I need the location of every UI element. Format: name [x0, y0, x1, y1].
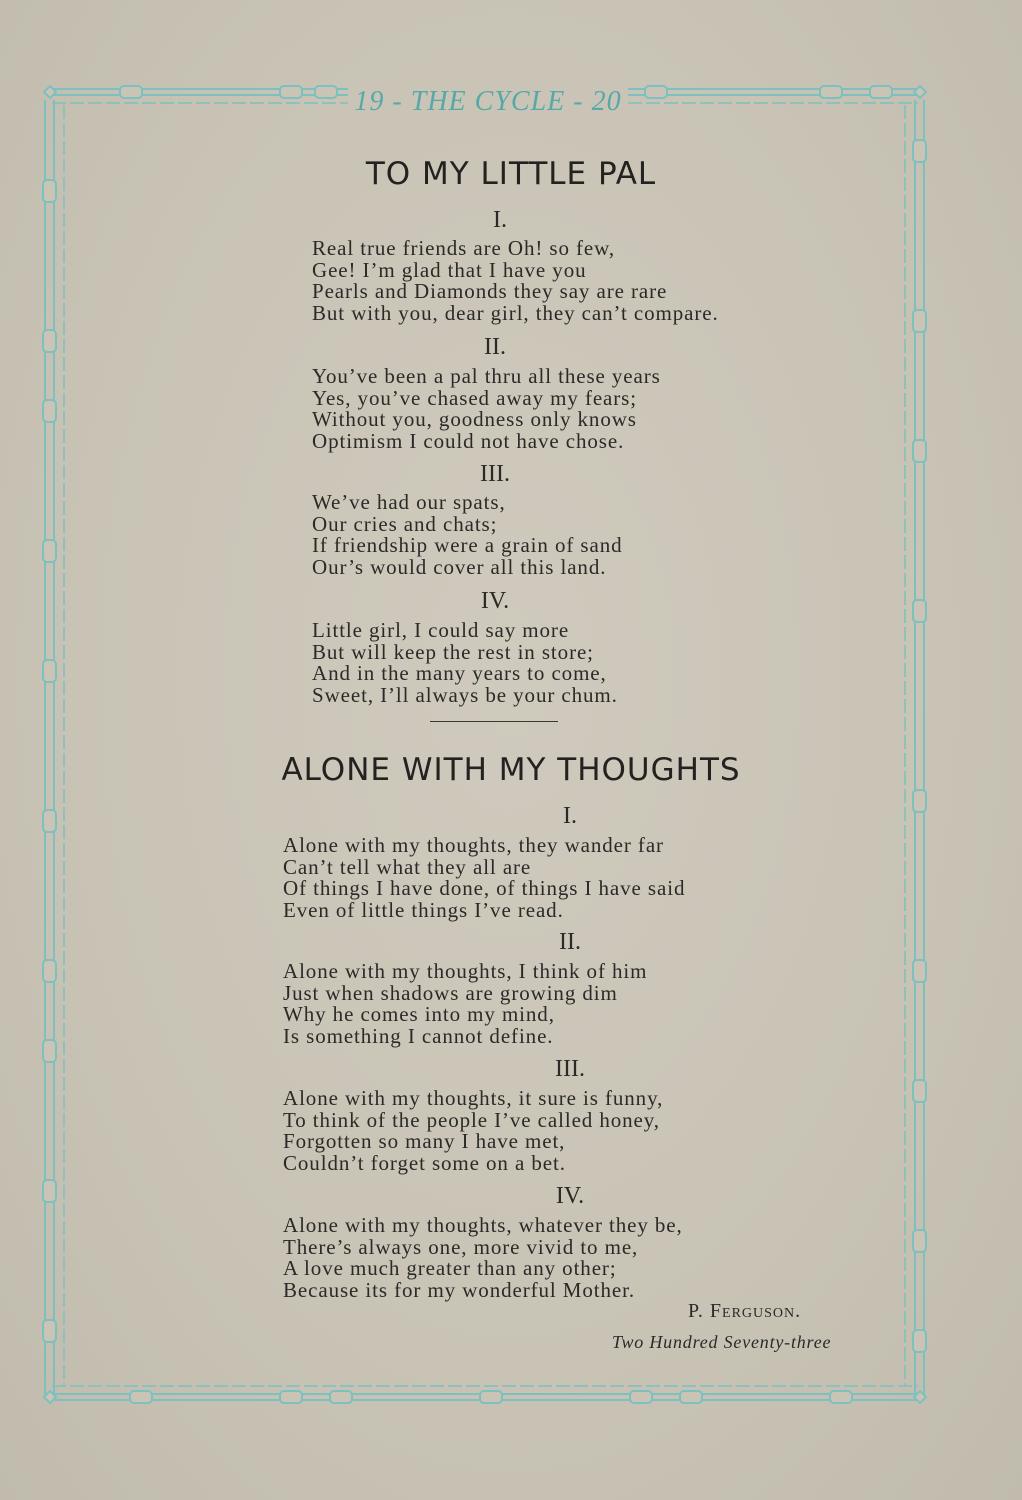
stanza-numeral: II. [559, 929, 581, 955]
running-header [0, 84, 1022, 120]
poem-line: Our cries and chats; [312, 511, 498, 536]
poem-line: Because its for my wonderful Mother. [283, 1277, 635, 1302]
poem-line: You’ve been a pal thru all these years [312, 364, 661, 388]
stanza [312, 238, 719, 324]
poem-line: If friendship were a grain of sand [312, 533, 623, 557]
poem-line: Alone with my thoughts, it sure is funny, [283, 1086, 664, 1110]
stanza-numeral: IV. [555, 1183, 585, 1209]
poem-line: Is something I cannot define. [283, 1023, 554, 1048]
page-number: Two Hundred Seventy-three [612, 1332, 832, 1352]
stanza-numeral: I. [493, 207, 507, 233]
stanza-numeral: I. [563, 803, 577, 829]
poem-line: There’s always one, more vivid to me, [283, 1234, 639, 1259]
poem-line: Sweet, I’ll always be your chum. [312, 682, 618, 707]
poem-line: A love much greater than any other; [283, 1256, 617, 1280]
stanza-numeral: II. [484, 334, 506, 360]
poem-line: Couldn’t forget some on a bet. [283, 1150, 566, 1175]
poem2-title: ALONE WITH MY THOUGHTS [281, 752, 741, 788]
poem1-title: TO MY LITTLE PAL [365, 156, 657, 192]
poem-line: Why he comes into my mind, [283, 1002, 555, 1026]
poem-line: Just when shadows are growing dim [283, 980, 618, 1005]
header-title: 19 - THE CYCLE - 20 [348, 84, 628, 120]
stanza [283, 835, 685, 921]
poem-line: We’ve had our spats, [312, 490, 506, 514]
stanza [283, 961, 647, 1047]
poem-line: Our’s would cover all this land. [312, 554, 607, 579]
section-divider [430, 721, 558, 722]
poem-line: Gee! I’m glad that I have you [312, 257, 587, 282]
poem-line: Pearls and Diamonds they say are rare [312, 279, 668, 303]
poem-line: Can’t tell what they all are [283, 854, 532, 879]
poem-line: Forgotten so many I have met, [283, 1129, 566, 1153]
poem-line: And in the many years to come, [312, 661, 607, 685]
poem-line: Yes, you’ve chased away my fears; [312, 385, 637, 410]
poem-line: Optimism I could not have chose. [312, 428, 625, 453]
poem-line: Alone with my thoughts, whatever they be, [283, 1213, 683, 1237]
stanza-numeral: IV. [480, 588, 510, 614]
poem-line: Real true friends are Oh! so few, [312, 236, 615, 260]
stanza-numeral: III. [480, 461, 510, 487]
poem-line: Of things I have done, of things I have said [283, 876, 686, 900]
stanza [312, 620, 618, 706]
stanza [312, 366, 661, 452]
poem-line: Alone with my thoughts, they wander far [283, 833, 664, 857]
poem-line: Little girl, I could say more [312, 618, 570, 642]
stanza [283, 1088, 663, 1174]
stanza [312, 492, 623, 578]
poem-line: Alone with my thoughts, I think of him [283, 959, 648, 983]
poem-line: To think of the people I’ve called honey, [283, 1107, 660, 1132]
author-signature: P. Ferguson. [688, 1300, 802, 1322]
stanza-numeral: III. [555, 1056, 585, 1082]
poem-line: But will keep the rest in store; [312, 639, 594, 664]
poem-line: But with you, dear girl, they can’t compare. [312, 300, 719, 325]
stanza [283, 1215, 683, 1301]
poem-line: Even of little things I’ve read. [283, 897, 564, 922]
poem-line: Without you, goodness only knows [312, 407, 637, 431]
